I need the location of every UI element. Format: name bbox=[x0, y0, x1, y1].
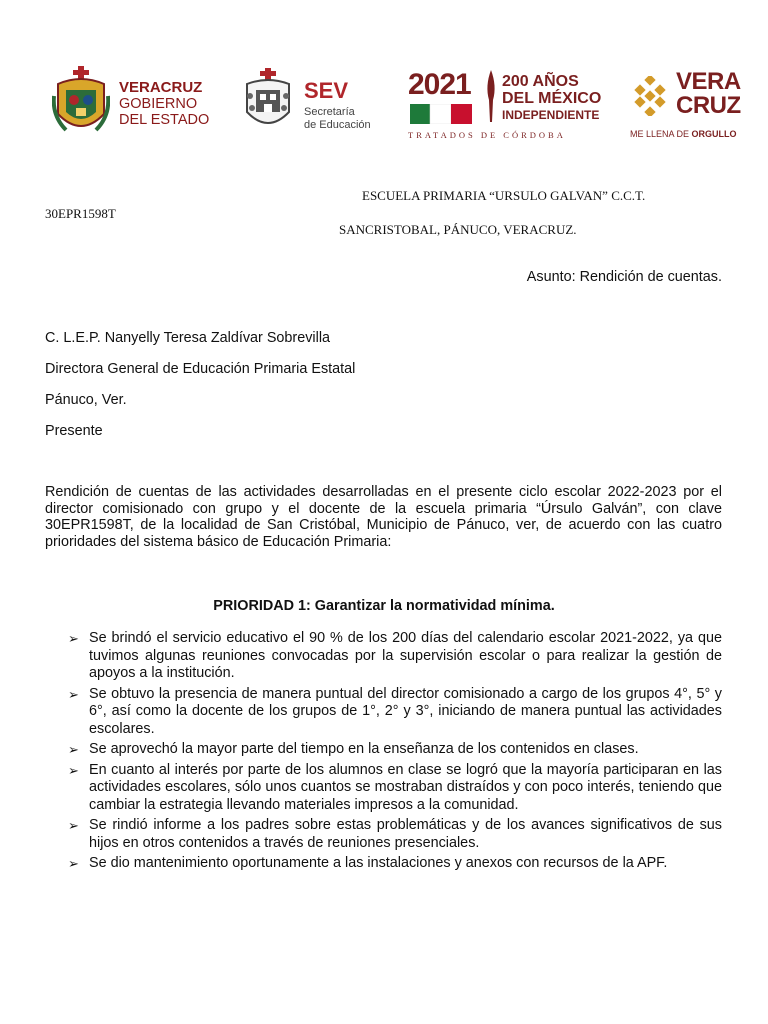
brand-line1: VERA bbox=[676, 68, 741, 95]
list-item bbox=[68, 855, 722, 873]
intro-paragraph: Rendición de cuentas de las actividades desarrolladas en el presente ciclo escolar 2022-2023 por el director comisionado con grupo y el docente de la escuela primaria “Úrsulo Galván”, con clave 30EPR1598T, de la localidad de San Cristóbal, Municipio de Pánuco, ver, de acuerdo con las cuatro prioridades del sistema básico de Educación Primaria: bbox=[45, 484, 722, 550]
header-logos bbox=[0, 66, 768, 146]
veracruz-shield-icon bbox=[52, 66, 110, 142]
list-item bbox=[68, 762, 722, 815]
recipient-presente: Presente bbox=[45, 423, 103, 439]
bicentenario-line1: 200 AÑOS bbox=[502, 73, 579, 90]
veracruz-gobierno-logo bbox=[52, 66, 222, 142]
list-item-text: Se dio mantenimiento oportunamente a las instalaciones y anexos con recursos de la APF. bbox=[89, 855, 668, 871]
school-cct: 30EPR1598T bbox=[45, 206, 116, 221]
list-item bbox=[68, 741, 722, 759]
list-item bbox=[68, 686, 722, 739]
list-item-text: Se aprovechó la mayor parte del tiempo en la enseñanza de los contenidos en clases. bbox=[89, 741, 639, 757]
sev-title: SEV bbox=[304, 78, 349, 103]
list-item bbox=[68, 630, 722, 683]
arrow-bullet-icon: ➢ bbox=[68, 686, 79, 702]
sev-logo bbox=[242, 68, 382, 140]
mexico-flag-icon bbox=[410, 104, 472, 124]
priority-list bbox=[68, 630, 722, 876]
sev-shield-icon bbox=[242, 68, 294, 138]
arrow-bullet-icon: ➢ bbox=[68, 631, 79, 646]
list-item-text: Se obtuvo la presencia de manera puntual del director comisionado a cargo de los grupos 4°, 5° y 6°, así como la docente de los grupos de 1°, 2° y 3°, iniciando de manera puntual las actividades escolares. bbox=[89, 685, 722, 737]
bicentenario-logo bbox=[408, 70, 602, 142]
veracruz-brand-logo bbox=[630, 68, 746, 144]
list-item-text: En cuanto al interés por parte de los alumnos en clase se logró que la mayoría participaran en las actividades escolares, sólo unos cuantos se mostraban distraídos y con poco interés, teniendo que cambiar la estrategia llevando materiales impresos a la comunidad. bbox=[89, 761, 722, 813]
bicentenario-year: 2021 bbox=[408, 68, 471, 101]
subject-line: Asunto: Rendición de cuentas. bbox=[526, 269, 722, 285]
school-name: ESCUELA PRIMARIA “URSULO GALVAN” C.C.T. bbox=[362, 188, 646, 203]
brand-tagline-a: ME LLENA DE bbox=[630, 129, 692, 139]
brand-line2: CRUZ bbox=[676, 92, 741, 119]
recipient-title: Directora General de Educación Primaria Estatal bbox=[45, 361, 356, 377]
recipient-city: Pánuco, Ver. bbox=[45, 392, 127, 408]
bicentenario-line2: DEL MÉXICO bbox=[502, 90, 602, 107]
arrow-bullet-icon: ➢ bbox=[68, 762, 79, 778]
veracruz-line3: DEL ESTADO bbox=[119, 112, 210, 128]
bicentenario-footer: TRATADOS DE CÓRDOBA bbox=[408, 130, 566, 140]
brand-tagline bbox=[630, 129, 737, 139]
veracruz-pattern-icon bbox=[630, 76, 670, 116]
arrow-bullet-icon: ➢ bbox=[68, 856, 79, 871]
priority-heading: PRIORIDAD 1: Garantizar la normatividad mínima. bbox=[213, 598, 555, 614]
school-location: SANCRISTOBAL, PÁNUCO, VERACRUZ. bbox=[339, 222, 577, 237]
arrow-bullet-icon: ➢ bbox=[68, 742, 79, 757]
brand-tagline-b: ORGULLO bbox=[691, 129, 737, 139]
bicentenario-line3: INDEPENDIENTE bbox=[502, 108, 600, 122]
sev-line2: de Educación bbox=[304, 119, 371, 131]
sev-line1: Secretaría bbox=[304, 106, 355, 118]
list-item-text: Se rindió informe a los padres sobre estas problemáticas y de los avances significativos de sus hijos en otros contenidos a través de reuniones presenciales. bbox=[89, 817, 722, 851]
list-item bbox=[68, 817, 722, 852]
arrow-bullet-icon: ➢ bbox=[68, 818, 79, 833]
veracruz-line1: VERACRUZ bbox=[119, 79, 203, 96]
recipient-name: C. L.E.P. Nanyelly Teresa Zaldívar Sobrevilla bbox=[45, 330, 331, 346]
list-item-text: Se brindó el servicio educativo el 90 % de los 200 días del calendario escolar 2021-2022, ya que tuvimos algunas reuniones convocadas por la supervisión escolar o para realizar la gestión de apoyos a la institución. bbox=[89, 630, 722, 681]
veracruz-line2: GOBIERNO bbox=[119, 96, 198, 112]
quill-icon bbox=[484, 70, 498, 126]
